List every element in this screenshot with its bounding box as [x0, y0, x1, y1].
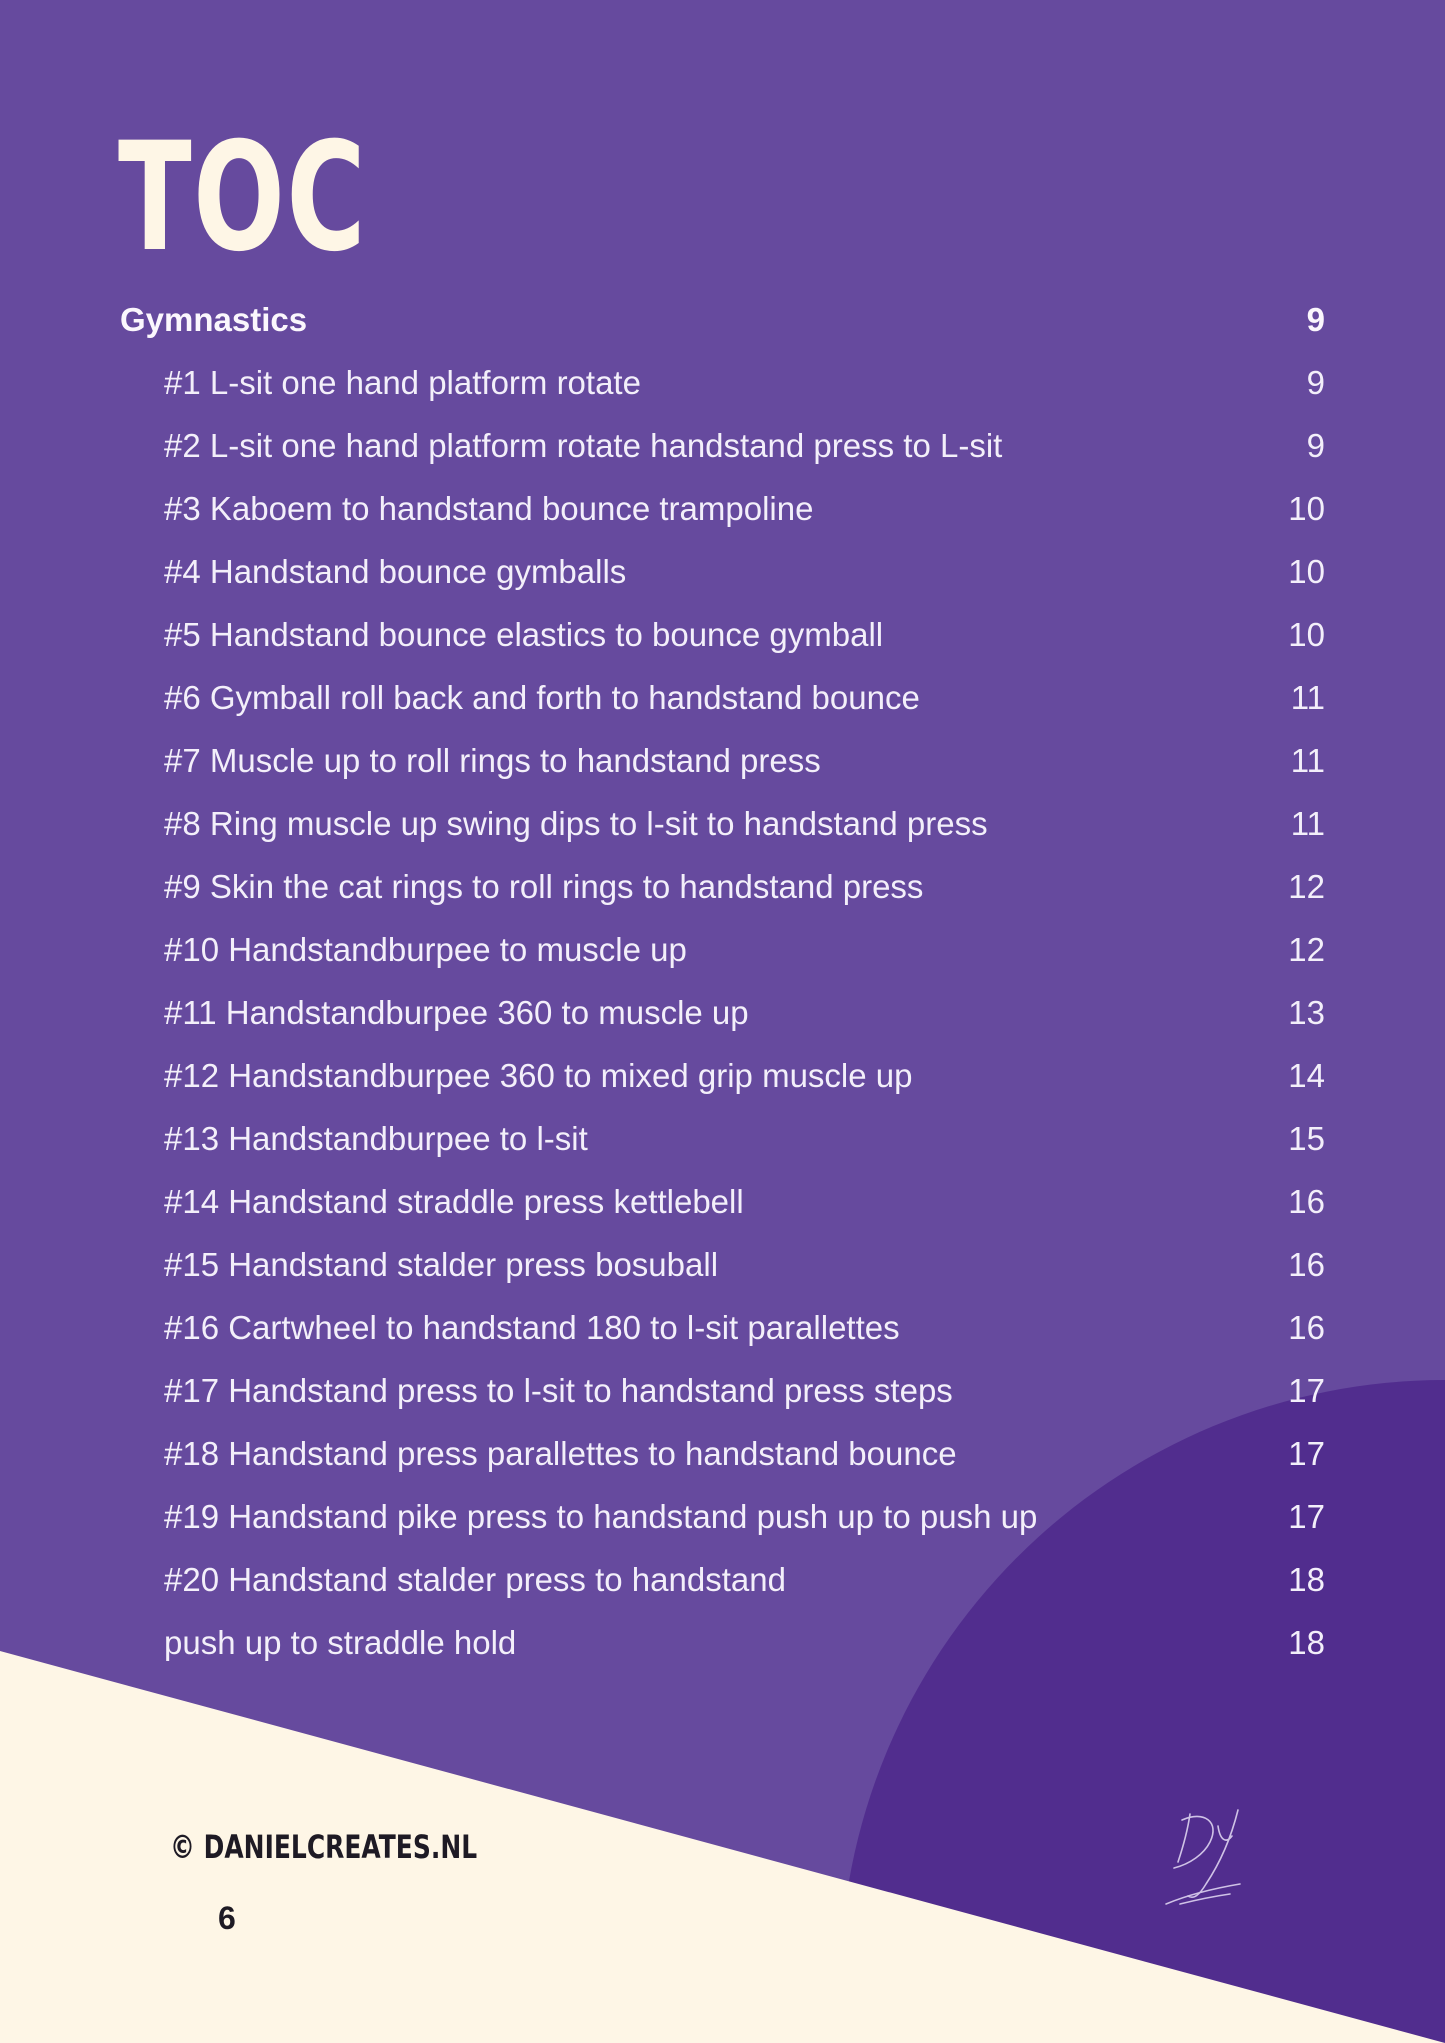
toc-page-number: 17: [1288, 1497, 1325, 1535]
toc-page-number: 12: [1288, 867, 1325, 905]
toc-label: push up to straddle hold: [164, 1623, 517, 1661]
toc-label: #10 Handstandburpee to muscle up: [164, 930, 687, 968]
toc-page-number: 11: [1290, 678, 1325, 716]
toc-label: #2 L-sit one hand platform rotate handstand press to L-sit: [164, 426, 1003, 464]
toc-page-number: 10: [1288, 552, 1325, 590]
toc-entry-row[interactable]: [120, 1296, 1325, 1359]
toc-label: #11 Handstandburpee 360 to muscle up: [164, 993, 749, 1031]
toc-label: Gymnastics: [120, 300, 308, 338]
toc-entry-row[interactable]: [120, 1548, 1325, 1611]
toc-label: #9 Skin the cat rings to roll rings to handstand press: [164, 867, 924, 905]
toc-page-number: 11: [1290, 804, 1325, 842]
toc-entry-row[interactable]: [120, 1611, 1325, 1674]
toc-page-number: 16: [1288, 1308, 1325, 1346]
page-title: TOC: [118, 111, 368, 285]
toc-page-number: 17: [1288, 1371, 1325, 1409]
toc-entry-row[interactable]: [120, 1107, 1325, 1170]
toc-page-number: 14: [1288, 1056, 1325, 1094]
toc-label: #1 L-sit one hand platform rotate: [164, 363, 641, 401]
toc-entry-row[interactable]: [120, 477, 1325, 540]
toc-label: #4 Handstand bounce gymballs: [164, 552, 627, 590]
toc-page-number: 13: [1288, 993, 1325, 1031]
toc-list: [120, 288, 1325, 1674]
toc-label: #14 Handstand straddle press kettlebell: [164, 1182, 744, 1220]
toc-entry-row[interactable]: [120, 603, 1325, 666]
toc-entry-row[interactable]: [120, 414, 1325, 477]
toc-page-number: 9: [1306, 300, 1325, 338]
toc-entry-row[interactable]: [120, 729, 1325, 792]
toc-label: #16 Cartwheel to handstand 180 to l-sit parallettes: [164, 1308, 900, 1346]
toc-label: #5 Handstand bounce elastics to bounce gymball: [164, 615, 884, 653]
toc-entry-row[interactable]: [120, 1170, 1325, 1233]
toc-page-number: 17: [1288, 1434, 1325, 1472]
toc-page-number: 9: [1306, 426, 1325, 464]
toc-label: #6 Gymball roll back and forth to handstand bounce: [164, 678, 920, 716]
toc-label: #13 Handstandburpee to l-sit: [164, 1119, 588, 1157]
toc-label: #15 Handstand stalder press bosuball: [164, 1245, 719, 1283]
toc-entry-row[interactable]: [120, 351, 1325, 414]
toc-entry-row[interactable]: [120, 918, 1325, 981]
toc-label: #19 Handstand pike press to handstand push up to push up: [164, 1497, 1038, 1535]
toc-entry-row[interactable]: [120, 1485, 1325, 1548]
toc-page-number: 16: [1288, 1182, 1325, 1220]
toc-label: #3 Kaboem to handstand bounce trampoline: [164, 489, 814, 527]
toc-entry-row[interactable]: [120, 855, 1325, 918]
toc-page-number: 12: [1288, 930, 1325, 968]
toc-page-number: 18: [1288, 1623, 1325, 1661]
toc-entry-row[interactable]: [120, 981, 1325, 1044]
toc-page-number: 15: [1288, 1119, 1325, 1157]
toc-label: #7 Muscle up to roll rings to handstand press: [164, 741, 821, 779]
toc-entry-row[interactable]: [120, 540, 1325, 603]
toc-page-number: 10: [1288, 489, 1325, 527]
toc-entry-row[interactable]: [120, 666, 1325, 729]
toc-section-row[interactable]: [120, 288, 1325, 351]
toc-entry-row[interactable]: [120, 1422, 1325, 1485]
toc-label: #18 Handstand press parallettes to handstand bounce: [164, 1434, 957, 1472]
toc-page-number: 11: [1290, 741, 1325, 779]
toc-page-number: 18: [1288, 1560, 1325, 1598]
toc-entry-row[interactable]: [120, 1044, 1325, 1107]
page-number: 6: [218, 1900, 236, 1936]
toc-label: #20 Handstand stalder press to handstand: [164, 1560, 786, 1598]
toc-label: #17 Handstand press to l-sit to handstand press steps: [164, 1371, 953, 1409]
toc-page-number: 10: [1288, 615, 1325, 653]
toc-entry-row[interactable]: [120, 792, 1325, 855]
toc-entry-row[interactable]: [120, 1233, 1325, 1296]
toc-label: #12 Handstandburpee 360 to mixed grip muscle up: [164, 1056, 913, 1094]
toc-entry-row[interactable]: [120, 1359, 1325, 1422]
copyright-text: © DANIELCREATES.NL: [170, 1828, 478, 1866]
toc-page-number: 9: [1306, 363, 1325, 401]
toc-page-number: 16: [1288, 1245, 1325, 1283]
toc-label: #8 Ring muscle up swing dips to l-sit to handstand press: [164, 804, 988, 842]
signature-icon: [1160, 1800, 1270, 1910]
